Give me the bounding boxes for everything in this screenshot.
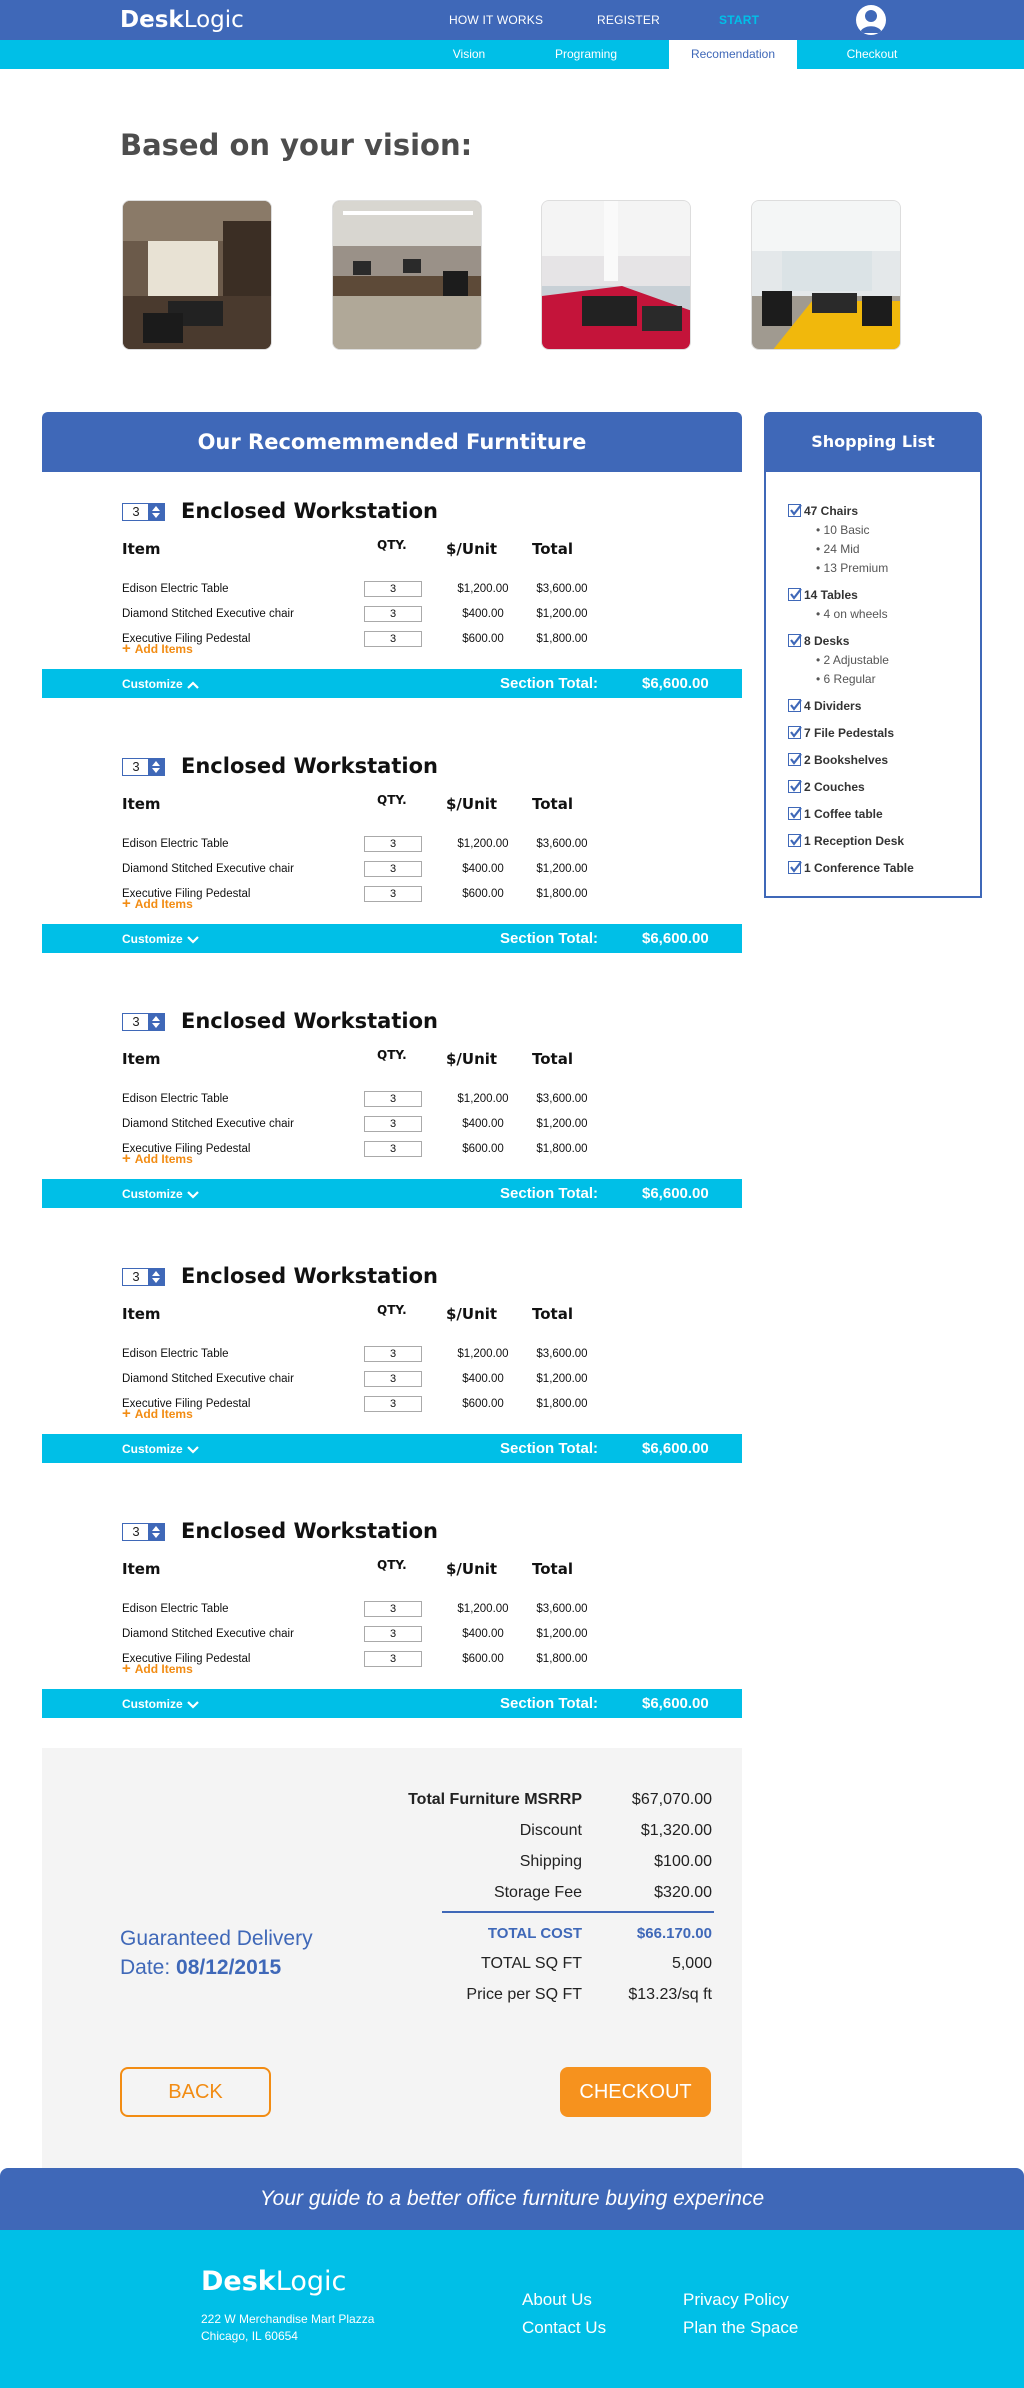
shopping-list-label: 8 Desks [804,634,850,648]
column-header-total: Total [532,795,573,813]
section-qty-stepper[interactable] [122,1268,165,1286]
section-qty-stepper[interactable] [122,503,165,521]
column-header-item: Item [122,795,161,813]
section-qty-value: 3 [132,1014,140,1029]
row-unit-price: $1,200.00 [457,583,509,595]
column-header-unit: $/Unit [446,1305,498,1323]
row-qty-input[interactable]: 3 [364,1651,422,1667]
table-row [42,581,742,599]
row-item-name: Executive Filing Pedestal [122,1653,251,1665]
row-unit-price: $400.00 [462,608,504,620]
plus-icon: + [122,640,131,657]
furniture-section [42,1492,742,1747]
footer-logo[interactable]: DeskLogic [201,2266,347,2297]
add-items-button[interactable]: + Add Items [122,895,193,912]
furniture-section [42,982,742,1237]
total-cost-value: $66.170.00 [636,1925,712,1942]
section-title: Enclosed Workstation [181,754,438,778]
row-qty-input[interactable]: 3 [364,581,422,597]
tab-recomendation[interactable]: Recomendation [669,40,797,69]
stepper-arrows-icon[interactable] [148,1014,164,1030]
row-total: $1,200.00 [536,863,588,875]
column-header-total: Total [532,1560,573,1578]
delivery-date: 08/12/2015 [176,1956,282,1979]
tab-programing[interactable]: Programing [554,47,618,61]
row-item-name: Executive Filing Pedestal [122,633,251,645]
section-qty-stepper[interactable] [122,1523,165,1541]
storage-fee-value: $320.00 [654,1884,712,1901]
section-qty-stepper[interactable] [122,1013,165,1031]
row-total: $1,800.00 [536,1143,588,1155]
row-item-name: Executive Filing Pedestal [122,888,251,900]
recommended-header: Our Recomemmended Furntiture [42,412,742,472]
row-total: $1,200.00 [536,608,588,620]
column-header-item: Item [122,1050,161,1068]
checkbox-check-icon[interactable] [788,726,801,739]
row-item-name: Edison Electric Table [122,1348,229,1360]
row-unit-price: $1,200.00 [457,1093,509,1105]
row-qty-input[interactable]: 3 [364,1091,422,1107]
checkbox-check-icon[interactable] [788,807,801,820]
checkbox-check-icon[interactable] [788,753,801,766]
column-header-item: Item [122,1560,161,1578]
footer-address-line-2: Chicago, IL 60654 [201,2329,298,2343]
column-header-item: Item [122,1305,161,1323]
checkbox-check-icon[interactable] [788,861,801,874]
section-footer [42,1179,742,1208]
brand-logo[interactable]: DeskLogic [120,7,244,33]
section-total-label: Section Total: [500,1185,599,1202]
shopping-list-label: 7 File Pedestals [804,726,895,740]
shopping-list-label: 4 Dividers [804,699,862,713]
nav-start[interactable]: START [719,13,760,27]
column-header-unit: $/Unit [446,1050,498,1068]
section-total-value: $6,600.00 [642,675,709,692]
row-qty-input[interactable]: 3 [364,606,422,622]
checkout-button[interactable]: CHECKOUT [560,2067,711,2117]
shipping-value: $100.00 [654,1853,712,1870]
table-row [42,1346,742,1364]
vision-image-3[interactable] [541,200,691,350]
checkbox-check-icon[interactable] [788,634,801,647]
row-item-name: Edison Electric Table [122,838,229,850]
column-header-qty: QTY. [377,1558,407,1572]
row-total: $1,200.00 [536,1628,588,1640]
shopping-list-label: 2 Bookshelves [804,753,889,767]
section-total-label: Section Total: [500,675,599,692]
row-qty-input[interactable]: 3 [364,861,422,877]
customize-toggle[interactable]: Customize [122,932,199,946]
section-total-value: $6,600.00 [642,1185,709,1202]
vision-image-2[interactable] [332,200,482,350]
shopping-list-title: Shopping List [764,412,982,472]
price-per-sqft-label: Price per SQ FT [466,1986,582,2003]
totals-divider [442,1911,714,1913]
nav-register[interactable]: REGISTER [597,13,660,27]
top-nav-bar [0,0,1024,40]
user-avatar-icon[interactable] [856,5,886,35]
section-title: Enclosed Workstation [181,1264,438,1288]
furniture-section [42,472,742,727]
plus-icon: + [122,895,131,912]
shopping-list-item[interactable] [804,504,858,518]
delivery-date-label: Date: [120,1956,171,1979]
row-total: $3,600.00 [536,838,588,850]
row-unit-price: $600.00 [462,1398,504,1410]
section-qty-value: 3 [132,504,140,519]
row-unit-price: $600.00 [462,633,504,645]
section-qty-value: 3 [132,1269,140,1284]
stepper-arrows-icon[interactable] [148,1524,164,1540]
add-items-button[interactable]: + Add Items [122,1660,193,1677]
column-header-qty: QTY. [377,538,407,552]
shopping-list-label: 1 Coffee table [804,807,883,821]
shopping-list-item[interactable] [804,753,888,767]
stepper-arrows-icon[interactable] [148,504,164,520]
row-item-name: Diamond Stitched Executive chair [122,608,294,620]
total-sqft-value: 5,000 [671,1955,712,1972]
row-item-name: Diamond Stitched Executive chair [122,1118,294,1130]
shopping-list-item[interactable] [804,634,849,648]
table-row [42,1116,742,1134]
row-total: $1,800.00 [536,888,588,900]
stepper-arrows-icon[interactable] [148,759,164,775]
row-unit-price: $1,200.00 [457,838,509,850]
add-items-button[interactable]: + Add Items [122,1405,193,1422]
footer-link-plan-space[interactable]: Plan the Space [683,2318,799,2337]
vision-title: Based on your vision: [120,128,473,162]
shopping-list-item[interactable] [804,699,861,713]
column-header-unit: $/Unit [446,795,498,813]
msrp-label: Total Furniture MSRRP [408,1791,582,1808]
column-header-unit: $/Unit [446,1560,498,1578]
row-qty-input[interactable]: 3 [364,836,422,852]
row-item-name: Diamond Stitched Executive chair [122,1628,294,1640]
chevron-down-icon [183,1442,199,1456]
shopping-list-subitem: • 13 Premium [816,561,889,575]
discount-value: $1,320.00 [640,1822,712,1839]
row-qty-input[interactable]: 3 [364,1626,422,1642]
vision-image-1[interactable] [122,200,272,350]
chevron-up-icon [183,677,199,691]
row-total: $1,800.00 [536,633,588,645]
row-unit-price: $400.00 [462,1628,504,1640]
customize-toggle[interactable]: Customize [122,1697,199,1711]
footer-link-privacy[interactable]: Privacy Policy [683,2290,789,2309]
customize-toggle[interactable]: Customize [122,1442,199,1456]
table-row [42,861,742,879]
section-total-value: $6,600.00 [642,1695,709,1712]
column-header-total: Total [532,1305,573,1323]
row-unit-price: $1,200.00 [457,1348,509,1360]
section-title: Enclosed Workstation [181,499,438,523]
row-total: $1,200.00 [536,1118,588,1130]
plus-icon: + [122,1660,131,1677]
back-button[interactable]: BACK [120,2067,271,2117]
section-footer [42,1689,742,1718]
footer-link-about[interactable]: About Us [522,2290,592,2309]
row-total: $3,600.00 [536,583,588,595]
row-unit-price: $600.00 [462,1653,504,1665]
table-row [42,1091,742,1109]
row-unit-price: $400.00 [462,863,504,875]
customize-toggle[interactable]: Customize [122,1187,199,1201]
section-title: Enclosed Workstation [181,1009,438,1033]
tab-checkout[interactable]: Checkout [846,47,898,61]
section-total-label: Section Total: [500,930,599,947]
shopping-list-subitem: • 4 on wheels [816,607,888,621]
section-qty-stepper[interactable] [122,758,165,776]
total-sqft-label: TOTAL SQ FT [480,1955,582,1972]
furniture-section [42,727,742,982]
row-unit-price: $600.00 [462,888,504,900]
shopping-list-subitem: • 6 Regular [816,672,876,686]
chevron-down-icon [183,1187,199,1201]
section-total-value: $6,600.00 [642,930,709,947]
section-footer [42,1434,742,1463]
chevron-down-icon [183,1697,199,1711]
shopping-list-item[interactable] [804,588,858,602]
row-total: $3,600.00 [536,1348,588,1360]
shopping-list-subitem: • 10 Basic [816,523,870,537]
table-row [42,606,742,624]
add-items-button[interactable]: + Add Items [122,640,193,657]
shopping-list-label: 1 Reception Desk [804,834,905,848]
column-header-qty: QTY. [377,793,407,807]
row-unit-price: $400.00 [462,1118,504,1130]
column-header-total: Total [532,1050,573,1068]
section-footer [42,669,742,698]
row-qty-input[interactable]: 3 [364,1371,422,1387]
plus-icon: + [122,1405,131,1422]
shopping-list-label: 2 Couches [804,780,865,794]
guaranteed-delivery [120,1924,313,1982]
add-items-button[interactable]: + Add Items [122,1150,193,1167]
column-header-unit: $/Unit [446,540,498,558]
footer [0,2230,1024,2388]
column-header-qty: QTY. [377,1303,407,1317]
row-item-name: Executive Filing Pedestal [122,1143,251,1155]
shopping-list-subitem: • 24 Mid [816,542,860,556]
row-qty-input[interactable]: 3 [364,1396,422,1412]
shopping-list-subitem: • 2 Adjustable [816,653,889,667]
shopping-list-label: 14 Tables [804,588,858,602]
tab-vision[interactable]: Vision [452,47,486,61]
checkbox-check-icon[interactable] [788,834,801,847]
section-qty-value: 3 [132,1524,140,1539]
delivery-label: Guaranteed Delivery [120,1927,313,1950]
shopping-list-item[interactable] [804,834,904,848]
vision-image-4[interactable] [751,200,901,350]
msrp-value: $67,070.00 [631,1791,712,1808]
checkbox-check-icon[interactable] [788,699,801,712]
row-item-name: Edison Electric Table [122,1603,229,1615]
nav-how-it-works[interactable]: HOW IT WORKS [449,13,544,27]
checkbox-check-icon[interactable] [788,588,801,601]
discount-label: Discount [519,1822,582,1839]
row-item-name: Edison Electric Table [122,583,229,595]
row-unit-price: $1,200.00 [457,1603,509,1615]
row-total: $3,600.00 [536,1603,588,1615]
table-row [42,1626,742,1644]
row-total: $1,200.00 [536,1373,588,1385]
shopping-list-item[interactable] [804,861,914,875]
shipping-label: Shipping [519,1853,582,1870]
storage-fee-label: Storage Fee [493,1884,582,1901]
section-total-label: Section Total: [500,1440,599,1457]
footer-address-line-1: 222 W Merchandise Mart Plazza [201,2312,375,2326]
customize-toggle[interactable]: Customize [122,677,199,691]
progress-tabs [0,40,1024,69]
row-unit-price: $600.00 [462,1143,504,1155]
row-total: $1,800.00 [536,1398,588,1410]
checkbox-check-icon[interactable] [788,780,801,793]
shopping-list [764,412,982,898]
table-row [42,836,742,854]
row-unit-price: $400.00 [462,1373,504,1385]
row-qty-input[interactable]: 3 [364,1141,422,1157]
footer-tagline: Your guide to a better office furniture buying experince [0,2168,1024,2230]
checkbox-check-icon[interactable] [788,504,801,517]
row-qty-input[interactable]: 3 [364,1116,422,1132]
row-qty-input[interactable]: 3 [364,1346,422,1362]
row-item-name: Diamond Stitched Executive chair [122,863,294,875]
price-per-sqft-value: $13.23/sq ft [628,1986,712,2003]
column-header-item: Item [122,540,161,558]
shopping-list-label: 1 Conference Table [804,861,914,875]
row-item-name: Edison Electric Table [122,1093,229,1105]
furniture-section [42,1237,742,1492]
section-footer [42,924,742,953]
shopping-list-item[interactable] [804,780,865,794]
section-title: Enclosed Workstation [181,1519,438,1543]
row-qty-input[interactable]: 3 [364,1601,422,1617]
chevron-down-icon [183,932,199,946]
column-header-total: Total [532,540,573,558]
row-item-name: Executive Filing Pedestal [122,1398,251,1410]
row-qty-input[interactable]: 3 [364,631,422,647]
row-item-name: Diamond Stitched Executive chair [122,1373,294,1385]
section-total-label: Section Total: [500,1695,599,1712]
footer-link-contact[interactable]: Contact Us [522,2318,607,2337]
column-header-qty: QTY. [377,1048,407,1062]
section-total-value: $6,600.00 [642,1440,709,1457]
section-qty-value: 3 [132,759,140,774]
table-row [42,1371,742,1389]
shopping-list-item[interactable] [804,807,883,821]
shopping-list-label: 47 Chairs [804,504,859,518]
row-total: $3,600.00 [536,1093,588,1105]
table-row [42,1601,742,1619]
order-summary [42,1748,742,2168]
row-total: $1,800.00 [536,1653,588,1665]
row-qty-input[interactable]: 3 [364,886,422,902]
total-cost-label: TOTAL COST [487,1925,582,1942]
plus-icon: + [122,1150,131,1167]
stepper-arrows-icon[interactable] [148,1269,164,1285]
shopping-list-item[interactable] [804,726,894,740]
